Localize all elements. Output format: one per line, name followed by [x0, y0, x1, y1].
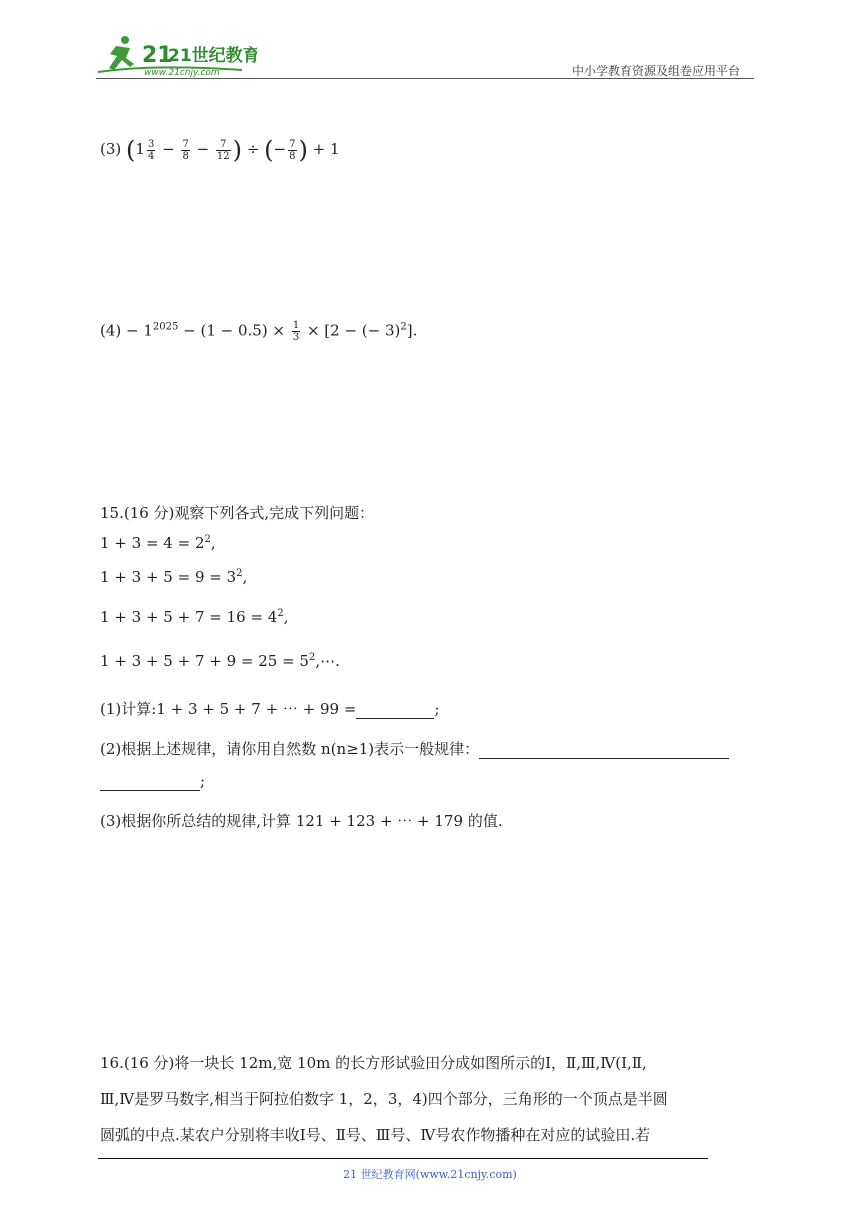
q15-part3: (3)根据你所总结的规律,计算 121 + 123 + ⋯ + 179 的值.	[100, 812, 503, 830]
fraction: $\frac{7}{8}$	[289, 138, 296, 162]
fraction: $\frac{1}{3}$	[292, 320, 300, 343]
footer-link[interactable]: 21 世纪教育网(www.21cnjy.com)	[343, 1168, 517, 1181]
fraction: $\frac{7}{8}$	[182, 138, 189, 162]
q15-part1: (1)计算:1 + 3 + 5 + 7 + ⋯ + 99 = ;	[100, 700, 440, 718]
svg-text:21世纪教育: 21世纪教育	[168, 46, 257, 66]
fraction: $\frac{7}{12}$	[216, 138, 230, 162]
q16-line-2: Ⅲ,Ⅳ是罗马数字,相当于阿拉伯数字 1，2，3，4)四个部分，三角形的一个顶点是半圆	[100, 1090, 668, 1108]
q15-equation-1: $1 + 3 = 4 = 2^2$,	[100, 534, 216, 552]
svg-text:21: 21	[142, 43, 173, 68]
q15-title: 15.(16 分)观察下列各式,完成下列问题：	[100, 504, 375, 522]
answer-blank[interactable]	[479, 740, 729, 759]
q15-equation-3: $1 + 3 + 5 + 7 = 16 = 4^2$,	[100, 608, 289, 626]
header-divider	[96, 78, 754, 79]
answer-blank[interactable]	[356, 700, 434, 719]
answer-blank[interactable]	[100, 772, 200, 791]
q15-part2: (2)根据上述规律，请你用自然数 n(n≥1)表示一般规律：	[100, 738, 729, 759]
footer-divider	[98, 1158, 708, 1159]
header-platform-text: 中小学教育资源及组卷应用平台	[572, 64, 741, 78]
q16-line-1: 16.(16 分)将一块长 12m,宽 10m 的长方形试验田分成如图所示的Ⅰ，Ⅱ,Ⅲ,Ⅳ(Ⅰ,Ⅱ,	[100, 1054, 647, 1072]
q15-part2-continued: ;	[100, 772, 205, 791]
q15-equation-4: $1 + 3 + 5 + 7 + 9 = 25 = 5^2,\cdots$.	[100, 652, 340, 670]
q15-equation-2: $1 + 3 + 5 = 9 = 3^2$,	[100, 568, 248, 586]
fraction: $\frac{3}{4}$	[147, 138, 155, 162]
q14-part4-expression: $(4) - 1^{2025} - (1 - 0.5)$ × $\frac{1}{3}$ × [2 − (− 3)$^2$].	[100, 320, 418, 343]
q16-line-3: 圆弧的中点.某农户分别将丰收Ⅰ号、Ⅱ号、Ⅲ号、Ⅳ号农作物播种在对应的试验田.若	[100, 1126, 651, 1144]
svg-text:www.21cnjy.com: www.21cnjy.com	[144, 68, 220, 78]
runner-logo-icon	[92, 34, 257, 78]
logo	[92, 34, 257, 78]
q14-part3-expression: (3) (1 $\frac{3}{4}$ − $\frac{7}{8}$ − $\frac{7}{12}$ ) ÷ (− $\frac{7}{8}$ ) + 1	[100, 136, 340, 164]
